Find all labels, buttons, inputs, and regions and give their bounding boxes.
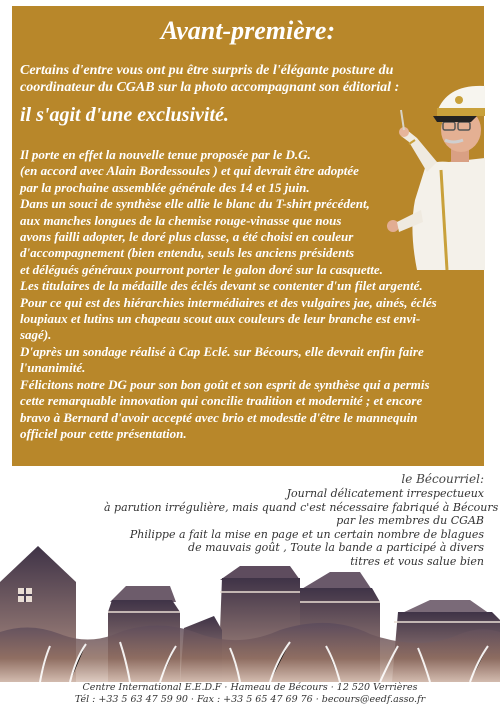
body-line: Il porte en effet la nouvelle tenue proposée par le D.G. (20, 147, 311, 162)
masthead-name: le Bécourriel: (401, 472, 484, 486)
body-line: aux manches longues de la chemise rouge-vinasse que nous (20, 212, 342, 228)
village-illustration (0, 542, 500, 682)
masthead-line: titres et vous salue bien (350, 554, 484, 568)
body-line: cette remarquable innovation qui concilie tradition et modernité ; et encore (20, 393, 423, 409)
body-line: Dans un souci de synthèse elle allie le blanc du T-shirt précédent, (20, 196, 370, 212)
article-intro: Certains d'entre vous ont pu être surpris de l'élégante posture du coordinateur du CGAB sur la photo accompagnant son éditorial : (20, 63, 400, 95)
body-line: d'accompagnement (bien entendu, seuls les anciens présidents (20, 245, 355, 261)
body-line: (en accord avec Alain Bordessoules ) et qui devrait être adoptée (20, 163, 359, 179)
masthead-line: par les membres du CGAB (336, 514, 484, 527)
article-title: Avant-première: (160, 16, 336, 45)
body-line: par la prochaine assemblée générale des 14 et 15 juin. (20, 179, 310, 195)
body-line: Pour ce qui est des hiérarchies intermédiaires et des vulgaires jae, ainés, éclés (20, 294, 437, 310)
body-line: loupiaux et lutins un chapeau scout aux couleurs de leur branche est envi- (20, 311, 421, 327)
body-line: avons failli adopter, le doré plus classe, a été choisi en couleur (20, 229, 354, 245)
body-line: officiel pour cette présentation. (20, 425, 187, 441)
masthead-line: de mauvais goût , Toute la bande a participé à divers (188, 541, 484, 554)
uniform-photo (387, 50, 485, 270)
body-line: D'après un sondage réalisé à Cap Eclé. sur Bécours, elle devrait enfin faire (20, 343, 424, 359)
body-line: Les titulaires de la médaille des éclés devant se contenter d'un filet argenté. (20, 278, 423, 294)
body-line: bravo à Bernard d'avoir accepté avec brio et modestie d'être le mannequin (20, 409, 418, 425)
masthead-line: à parution irrégulière, mais quand c'est nécessaire fabriqué à Bécours (104, 500, 499, 514)
masthead-line: Journal délicatement irrespectueux (286, 487, 484, 500)
masthead-line: Philippe a fait la mise en page et un certain nombre de blagues (129, 527, 484, 541)
body-line: et délégués généraux pourront porter le galon doré sur la casquette. (20, 261, 383, 277)
article-headline: il s'agit d'une exclusivité. (20, 104, 229, 126)
footer-address: Centre International E.E.D.F · Hameau de Bécours · 12 520 Verrières (82, 682, 418, 693)
body-line: Félicitons notre DG pour son bon goût et son esprit de synthèse qui a permis (20, 376, 430, 392)
footer-contacts: Tél : +33 5 63 47 59 90 · Fax : +33 5 65 47 69 76 · becours@eedf.asso.fr (74, 694, 426, 705)
body-line: sagé). (20, 327, 52, 343)
body-line: l'unanimité. (20, 360, 86, 376)
